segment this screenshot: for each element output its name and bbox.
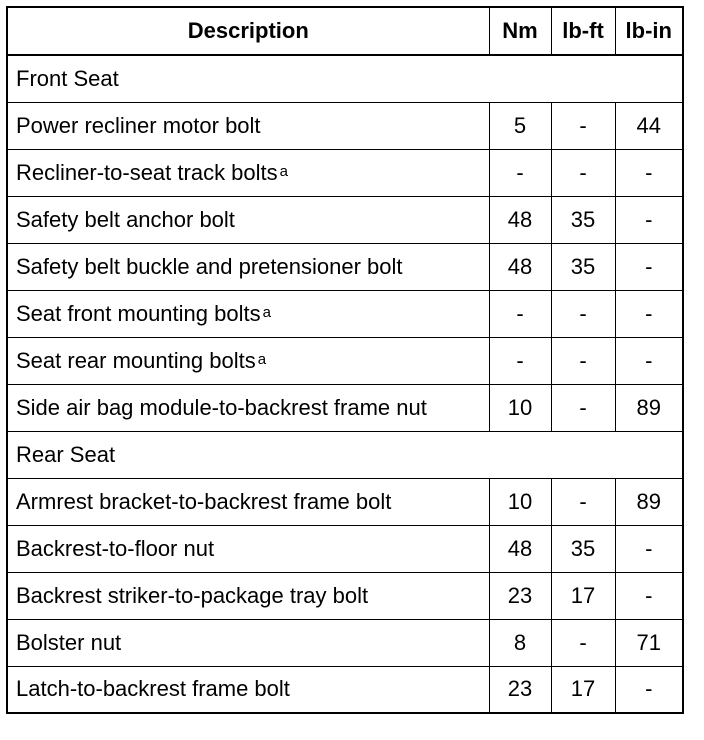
lbft-cell: - bbox=[551, 619, 615, 666]
footnote-marker: a bbox=[257, 350, 267, 368]
description-cell bbox=[7, 572, 489, 619]
lbin-cell: - bbox=[615, 337, 683, 384]
table-row bbox=[7, 149, 683, 196]
description-text: Side air bag module-to-backrest frame nut bbox=[16, 394, 427, 420]
description-text: Power recliner motor bolt bbox=[16, 112, 261, 138]
description-cell bbox=[7, 102, 489, 149]
section-row bbox=[7, 431, 683, 478]
nm-cell: 48 bbox=[489, 196, 551, 243]
lbft-cell: - bbox=[551, 149, 615, 196]
description-text: Seat rear mounting bolts bbox=[16, 347, 256, 373]
header-lbft: lb-ft bbox=[551, 7, 615, 55]
nm-cell: 5 bbox=[489, 102, 551, 149]
lbin-cell: - bbox=[615, 290, 683, 337]
description-cell bbox=[7, 196, 489, 243]
description-text: Safety belt anchor bolt bbox=[16, 206, 235, 232]
description-cell bbox=[7, 525, 489, 572]
lbft-cell: - bbox=[551, 290, 615, 337]
description-cell bbox=[7, 478, 489, 525]
footnote-marker: a bbox=[262, 303, 271, 321]
lbin-cell: - bbox=[615, 666, 683, 713]
table-row bbox=[7, 290, 683, 337]
table-row bbox=[7, 619, 683, 666]
table-row bbox=[7, 384, 683, 431]
description-cell bbox=[7, 619, 489, 666]
lbin-cell: 44 bbox=[615, 102, 683, 149]
lbin-cell: 89 bbox=[615, 384, 683, 431]
nm-cell: 23 bbox=[489, 666, 551, 713]
nm-cell: 23 bbox=[489, 572, 551, 619]
description-cell bbox=[7, 290, 489, 337]
nm-cell: 48 bbox=[489, 525, 551, 572]
description-text: Backrest striker-to-package tray bolt bbox=[16, 582, 369, 608]
nm-cell: 8 bbox=[489, 619, 551, 666]
description-cell bbox=[7, 337, 489, 384]
table-row bbox=[7, 243, 683, 290]
lbin-cell: - bbox=[615, 243, 683, 290]
header-nm: Nm bbox=[489, 7, 551, 55]
table-row bbox=[7, 478, 683, 525]
lbft-cell: - bbox=[551, 478, 615, 525]
nm-cell: - bbox=[489, 290, 551, 337]
table-header bbox=[7, 7, 683, 55]
lbin-cell: - bbox=[615, 525, 683, 572]
nm-cell: 10 bbox=[489, 384, 551, 431]
lbft-cell: 35 bbox=[551, 243, 615, 290]
header-row bbox=[7, 7, 683, 55]
table-row bbox=[7, 102, 683, 149]
nm-cell: 48 bbox=[489, 243, 551, 290]
lbin-cell: - bbox=[615, 572, 683, 619]
lbft-cell: - bbox=[551, 102, 615, 149]
section-title: Front Seat bbox=[7, 55, 683, 102]
description-text: Latch-to-backrest frame bolt bbox=[16, 676, 290, 702]
description-cell bbox=[7, 666, 489, 713]
footnote-marker: a bbox=[279, 162, 288, 180]
nm-cell: - bbox=[489, 149, 551, 196]
table-row bbox=[7, 666, 683, 713]
header-lbin: lb-in bbox=[615, 7, 683, 55]
lbft-cell: - bbox=[551, 384, 615, 431]
table-row bbox=[7, 196, 683, 243]
lbft-cell: 35 bbox=[551, 525, 615, 572]
description-cell bbox=[7, 384, 489, 431]
lbin-cell: 71 bbox=[615, 619, 683, 666]
description-text: Backrest-to-floor nut bbox=[16, 535, 215, 561]
section-row bbox=[7, 55, 683, 102]
table-body bbox=[7, 55, 683, 713]
lbin-cell: - bbox=[615, 149, 683, 196]
lbin-cell: 89 bbox=[615, 478, 683, 525]
lbft-cell: 17 bbox=[551, 572, 615, 619]
description-text: Safety belt buckle and pretensioner bolt bbox=[16, 253, 403, 279]
lbft-cell: 35 bbox=[551, 196, 615, 243]
nm-cell: 10 bbox=[489, 478, 551, 525]
description-cell bbox=[7, 243, 489, 290]
section-title: Rear Seat bbox=[7, 431, 683, 478]
table-row bbox=[7, 572, 683, 619]
nm-cell: - bbox=[489, 337, 551, 384]
lbft-cell: - bbox=[551, 337, 615, 384]
description-text: Seat front mounting bolts bbox=[16, 300, 261, 326]
lbin-cell: - bbox=[615, 196, 683, 243]
description-text: Recliner-to-seat track bolts bbox=[16, 159, 278, 185]
description-text: Bolster nut bbox=[16, 629, 122, 655]
description-cell bbox=[7, 149, 489, 196]
description-text: Armrest bracket-to-backrest frame bolt bbox=[16, 488, 392, 514]
header-description: Description bbox=[7, 7, 489, 55]
torque-spec-table bbox=[6, 6, 684, 714]
table-row bbox=[7, 525, 683, 572]
lbft-cell: 17 bbox=[551, 666, 615, 713]
table-row bbox=[7, 337, 683, 384]
